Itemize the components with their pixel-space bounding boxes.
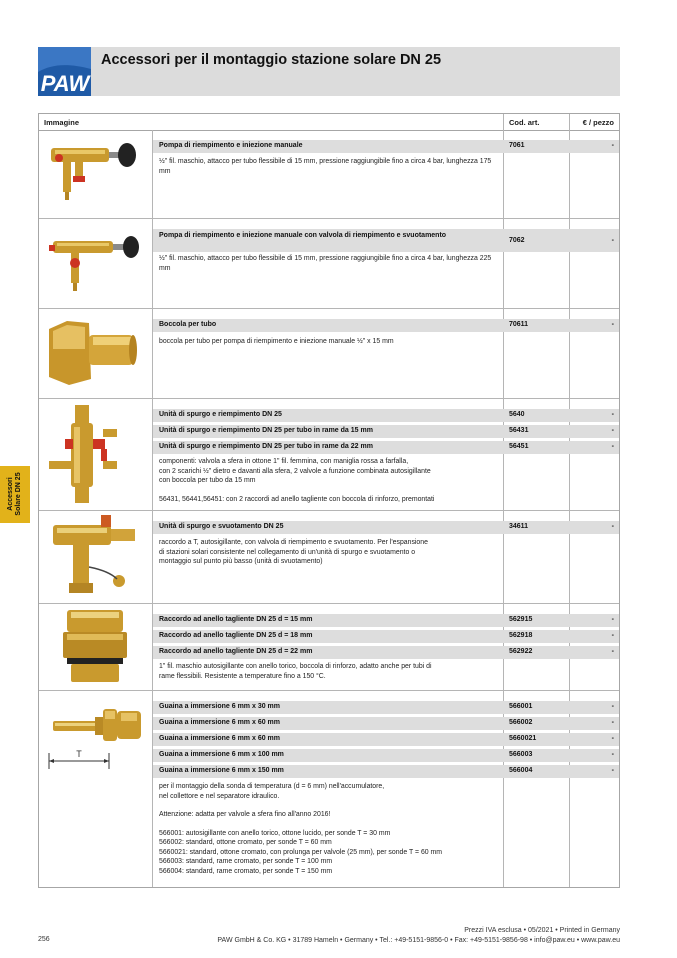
product-price: - (611, 523, 614, 530)
product-name: Raccordo ad anello tagliente DN 25 d = 18 mm (159, 632, 313, 639)
product-description (159, 157, 499, 176)
product-block (39, 399, 619, 510)
filling-pump-valve-icon (39, 219, 152, 308)
product-name: Guaina a immersione 6 mm x 100 mm (159, 751, 284, 758)
product-code: 7061 (509, 142, 525, 149)
product-code: 562915 (509, 616, 533, 623)
description-line: montaggio sul punto più basso (unità di svuotamento) (159, 558, 323, 565)
product-name: Guaina a immersione 6 mm x 60 mm (159, 719, 280, 726)
hose-bush-icon (39, 309, 152, 398)
table-row (153, 630, 619, 643)
product-code: 56451 (509, 443, 529, 450)
product-price: - (611, 767, 614, 774)
description-line: 5660021: standard, ottone cromato, con prolunga per valvole (25 mm), per sonde T = 60 mm (159, 848, 442, 856)
product-code: 562922 (509, 648, 533, 655)
product-description (159, 782, 504, 876)
drain-unit-icon (39, 511, 152, 603)
paw-logo (38, 47, 91, 96)
product-name: Unità di spurgo e riempimento DN 25 per tubo in rame da 22 mm (159, 443, 373, 450)
product-table (38, 113, 620, 888)
table-row (153, 229, 619, 252)
description-line: con 2 scarichi ½" dietro e davanti alla sfera, 2 valvole a funzione combinata autosigillante (159, 467, 431, 475)
section-tab-line1: Accessori (7, 477, 14, 511)
filling-pump-icon (39, 130, 152, 218)
table-header (39, 114, 619, 131)
product-code: 5640 (509, 411, 525, 418)
product-code: 5660021 (509, 735, 537, 742)
description-line: 566004: standard, rame cromato, per sonde T = 150 mm (159, 867, 333, 875)
product-block (39, 219, 619, 308)
product-image (39, 691, 152, 887)
column-header-image: Immagine (44, 118, 80, 127)
product-price: - (611, 616, 614, 623)
table-row (153, 614, 619, 627)
table-row (153, 441, 619, 454)
dimension-label: T (76, 749, 82, 759)
table-row (153, 319, 619, 332)
product-name: Guaina a immersione 6 mm x 60 mm (159, 735, 280, 742)
page-number: 256 (38, 936, 50, 943)
product-block (39, 604, 619, 690)
product-image (39, 511, 152, 603)
description-line: componenti: valvola a sfera in ottone 1" fil. femmina, con maniglia rossa a farfalla, (159, 458, 409, 465)
section-tab (0, 466, 30, 523)
product-block (39, 511, 619, 603)
product-code: 34611 (509, 523, 529, 530)
footer-line-2: PAW GmbH & Co. KG • 31789 Hameln • Germany • Tel.: +49-5151-9856-0 • Fax: +49-5151-9856-98 • info@paw.eu • www.paw.eu (217, 937, 620, 944)
table-row (153, 646, 619, 659)
product-name: Unità di spurgo e svuotamento DN 25 (159, 523, 284, 530)
product-code: 562918 (509, 632, 533, 639)
svg-text:PAW: PAW (40, 71, 90, 96)
product-image (39, 309, 152, 398)
product-code: 566002 (509, 719, 533, 726)
product-description (159, 457, 499, 504)
description-line: boccola per tubo per pompa di riempimento e iniezione manuale ½" x 15 mm (159, 338, 394, 345)
description-line: 566003: standard, rame cromato, per sonde T = 100 mm (159, 858, 333, 865)
product-block (39, 130, 619, 218)
flush-fill-unit-icon (39, 399, 152, 510)
description-line: 1" fil. maschio autosigillante con anello torico, boccola di rinforzo, adatto anche per tubi di (159, 663, 432, 670)
product-name: Pompa di riempimento e iniezione manuale con valvola di riempimento e svuotamento (159, 232, 447, 239)
product-name: Unità di spurgo e riempimento DN 25 per tubo in rame da 15 mm (159, 427, 373, 434)
product-price: - (611, 703, 614, 710)
product-image (39, 219, 152, 308)
product-price: - (611, 751, 614, 758)
product-name: Guaina a immersione 6 mm x 150 mm (159, 767, 284, 774)
description-line: rame flessibili. Resistente a temperature fino a 150 °C. (159, 672, 326, 680)
product-block (39, 691, 619, 887)
product-name: Guaina a immersione 6 mm x 30 mm (159, 703, 280, 710)
table-row (153, 409, 619, 422)
product-description (159, 254, 499, 273)
immersion-sleeve-icon (39, 691, 152, 791)
table-row (153, 733, 619, 746)
description-line: nel collettore e nel separatore idraulico. (159, 792, 280, 800)
table-row (153, 521, 619, 534)
product-description (159, 662, 499, 681)
compression-fitting-icon (39, 604, 152, 690)
product-name: Unità di spurgo e riempimento DN 25 (159, 411, 282, 418)
description-line: ½" fil. maschio, attacco per tubo flessibile di 15 mm, pressione raggiungibile fino a circa 4 bar, lunghezza 225 mm (159, 255, 492, 272)
product-price: - (611, 648, 614, 655)
description-line: di stazioni solari consistente nel collegamento di un'unità di spurgo e svuotamento o (159, 548, 416, 556)
description-line: ½" fil. maschio, attacco per tubo flessibile di 15 mm, pressione raggiungibile fino a circa 4 bar, lunghezza 175 mm (159, 158, 492, 175)
table-row (153, 749, 619, 762)
page-title: Accessori per il montaggio stazione solare DN 25 (101, 52, 442, 68)
column-header-price: € / pezzo (582, 118, 614, 127)
table-row (153, 140, 619, 153)
product-code: 56431 (509, 427, 529, 434)
product-code: 70611 (509, 321, 529, 328)
product-price: - (611, 443, 614, 450)
product-block (39, 309, 619, 398)
product-name: Raccordo ad anello tagliente DN 25 d = 22 mm (159, 648, 313, 655)
product-price: - (611, 427, 614, 434)
description-line: 56431, 56441,56451: con 2 raccordi ad anello tagliente con boccola di rinforzo, premontati (159, 495, 435, 503)
product-price: - (611, 237, 614, 244)
description-line: 566001: autosigillante con anello torico, ottone lucido, per sonde T = 30 mm (159, 829, 391, 837)
product-image (39, 399, 152, 510)
product-price: - (611, 719, 614, 726)
product-code: 566001 (509, 703, 533, 710)
product-description (159, 538, 499, 567)
product-name: Raccordo ad anello tagliente DN 25 d = 15 mm (159, 616, 313, 623)
table-row (153, 717, 619, 730)
description-line: con boccola per tubo da 15 mm (159, 477, 256, 484)
description-line: Attenzione: adatta per valvole a sfera fino all'anno 2016! (159, 811, 331, 818)
section-tab-line2: Solare DN 25 (15, 472, 22, 516)
product-name: Pompa di riempimento e iniezione manuale (159, 142, 303, 149)
footer-line-1: Prezzi IVA esclusa • 05/2021 • Printed in Germany (464, 927, 620, 934)
description-line: per il montaggio della sonda di temperatura (d = 6 mm) nell'accumulatore, (159, 783, 385, 790)
product-price: - (611, 632, 614, 639)
product-code: 566004 (509, 767, 533, 774)
description-line: 566002: standard, ottone cromato, per sonde T = 60 mm (159, 839, 332, 846)
description-line: raccordo a T, autosigillante, con valvola di riempimento e svuotamento. Per l'espansione (159, 539, 428, 546)
product-code: 566003 (509, 751, 533, 758)
product-price: - (611, 142, 614, 149)
product-name: Boccola per tubo (159, 321, 217, 328)
product-description (159, 337, 499, 347)
product-price: - (611, 411, 614, 418)
product-price: - (611, 735, 614, 742)
table-row (153, 765, 619, 778)
product-price: - (611, 321, 614, 328)
footer (217, 926, 620, 946)
product-image (39, 130, 152, 218)
product-code: 7062 (509, 237, 525, 244)
table-row (153, 425, 619, 438)
product-image (39, 604, 152, 690)
table-row (153, 701, 619, 714)
column-header-code: Cod. art. (509, 118, 540, 127)
